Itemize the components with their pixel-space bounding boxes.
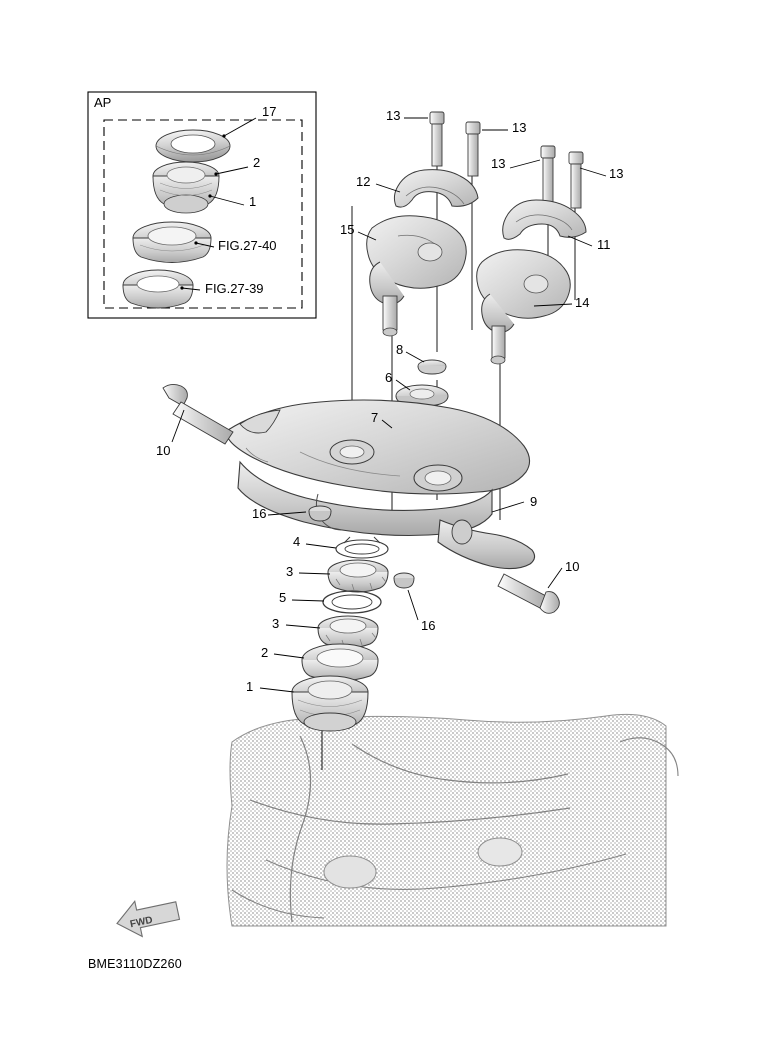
callout-10-right: 10	[565, 559, 580, 574]
inset-box-label: AP	[94, 95, 112, 110]
callout-10-left: 10	[156, 443, 171, 458]
figure-ref-27-39[interactable]: FIG.27-39	[205, 281, 264, 296]
callout-4: 4	[293, 534, 301, 549]
part-code: BME3110DZ260	[88, 957, 182, 971]
callout-2-inset: 2	[253, 155, 261, 170]
motorcycle-frame	[227, 714, 678, 926]
callout-17: 17	[262, 104, 277, 119]
part-4-lock-washer	[336, 537, 388, 558]
callout-6: 6	[385, 370, 393, 385]
callout-1-main: 1	[246, 679, 254, 694]
callout-13-d: 13	[609, 166, 624, 181]
part-8-cap	[418, 360, 446, 374]
part-15-handlebar-holder-lower	[367, 216, 467, 336]
part-14-handlebar-holder-lower-right	[477, 250, 571, 364]
callout-5: 5	[279, 590, 287, 605]
callout-1-inset: 1	[249, 194, 257, 209]
callout-15: 15	[340, 222, 355, 237]
callout-11: 11	[597, 237, 611, 252]
fwd-arrow-label: FWD	[129, 914, 154, 931]
callout-13-a: 13	[386, 108, 401, 123]
inset-part-1	[153, 162, 219, 213]
callout-13-c: 13	[491, 156, 506, 171]
part-1-bearing-lower	[292, 676, 368, 731]
part-5-washer	[323, 591, 381, 613]
callout-2-main: 2	[261, 645, 269, 660]
callout-3-upper: 3	[286, 564, 294, 579]
callout-3-lower: 3	[272, 616, 280, 631]
part-10-bolt-left	[163, 384, 233, 444]
inset-part-17	[156, 130, 230, 162]
inset-box-ap	[88, 92, 316, 318]
part-3-ring-nut-upper	[328, 560, 388, 592]
part-2-bearing-race	[302, 644, 378, 681]
part-16-plug-left	[309, 506, 331, 521]
part-3-ring-nut-lower	[318, 616, 378, 648]
part-16-plug-right	[394, 573, 414, 588]
callout-13-b: 13	[512, 120, 527, 135]
figure-ref-27-40[interactable]: FIG.27-40	[218, 238, 277, 253]
part-12-handlebar-holder-upper	[394, 170, 478, 208]
callout-12: 12	[356, 174, 371, 189]
part-10-bolt-right	[498, 574, 559, 613]
callout-16-right: 16	[421, 618, 436, 633]
inset-part-fig2740	[133, 222, 211, 263]
callout-14: 14	[575, 295, 590, 310]
callout-7: 7	[371, 410, 379, 425]
callout-16-left: 16	[252, 506, 267, 521]
callout-8: 8	[396, 342, 404, 357]
callout-9: 9	[530, 494, 538, 509]
